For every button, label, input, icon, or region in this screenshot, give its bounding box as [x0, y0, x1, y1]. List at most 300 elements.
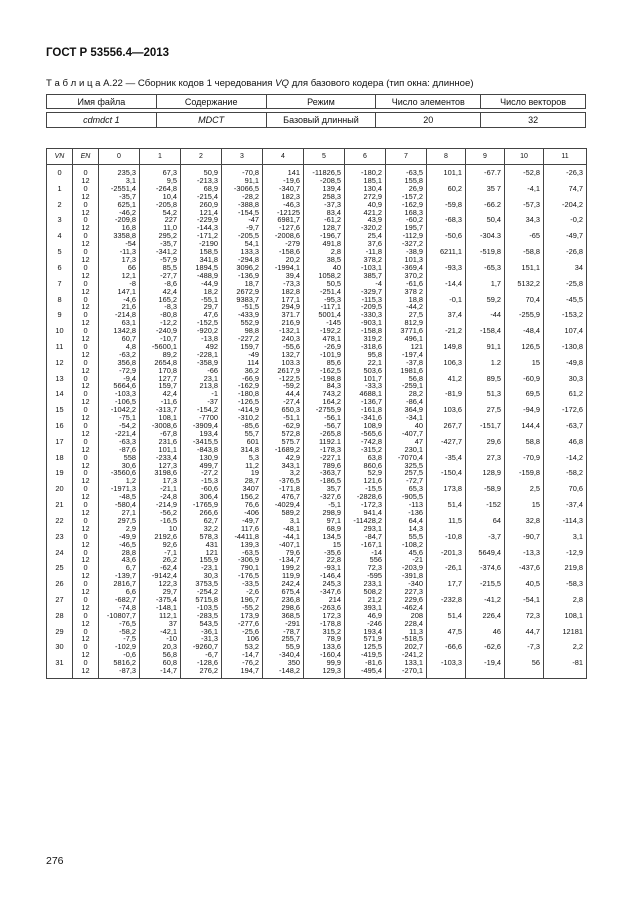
- value-cell: 141: [263, 165, 304, 177]
- standard-header: ГОСТ Р 53556.4—2013: [46, 47, 170, 59]
- value-cell: -186,5: [304, 477, 345, 485]
- value-cell: [466, 462, 505, 470]
- vn-cell: 13: [47, 375, 73, 383]
- en-cell: 12: [73, 414, 99, 422]
- value-cell: -36,1: [181, 628, 222, 636]
- value-cell: [505, 414, 544, 422]
- vn-cell: [47, 177, 73, 185]
- en-cell: 12: [73, 177, 99, 185]
- value-cell: 306,4: [181, 493, 222, 501]
- value-cell: 589,2: [263, 509, 304, 517]
- column-header: 3: [222, 149, 263, 165]
- value-cell: [505, 635, 544, 643]
- value-cell: 227,3: [386, 588, 427, 596]
- page-number: 276: [46, 855, 64, 867]
- value-cell: 158,5: [181, 248, 222, 256]
- value-cell: -48,4: [505, 327, 544, 335]
- info-header-cell: Режим: [266, 95, 376, 109]
- info-value-cell: 20: [376, 113, 481, 128]
- vn-cell: 24: [47, 549, 73, 557]
- value-cell: -146,4: [304, 572, 345, 580]
- value-cell: 233,1: [345, 580, 386, 588]
- value-cell: [427, 620, 466, 628]
- value-cell: -265,8: [304, 430, 345, 438]
- vn-cell: 26: [47, 580, 73, 588]
- table-row: [47, 667, 587, 678]
- value-cell: -2828,6: [345, 493, 386, 501]
- value-cell: -24,8: [140, 493, 181, 501]
- value-cell: -66: [181, 367, 222, 375]
- value-cell: -221,4: [99, 430, 140, 438]
- value-cell: [505, 620, 544, 628]
- table-row: [47, 311, 587, 319]
- value-cell: 496,1: [386, 335, 427, 343]
- info-value-row: [47, 113, 586, 128]
- value-cell: 42,9: [263, 454, 304, 462]
- value-cell: -58,2: [99, 628, 140, 636]
- vn-cell: [47, 288, 73, 296]
- value-cell: 17,3: [140, 477, 181, 485]
- en-cell: 0: [73, 438, 99, 446]
- value-cell: [466, 651, 505, 659]
- en-cell: 12: [73, 604, 99, 612]
- value-cell: 6981,7: [263, 216, 304, 224]
- value-cell: -198,8: [304, 375, 345, 383]
- en-cell: 12: [73, 446, 99, 454]
- value-cell: -205,8: [140, 201, 181, 209]
- value-cell: -58,2: [544, 469, 587, 477]
- value-cell: 356,8: [99, 359, 140, 367]
- value-cell: -23,1: [181, 564, 222, 572]
- value-cell: 2,5: [505, 485, 544, 493]
- value-cell: [544, 430, 587, 438]
- value-cell: -270,1: [386, 667, 427, 678]
- value-cell: -4,6: [99, 296, 140, 304]
- value-cell: 43,9: [345, 216, 386, 224]
- value-cell: 47: [386, 438, 427, 446]
- vn-cell: [47, 525, 73, 533]
- table-row: [47, 296, 587, 304]
- value-cell: 229,6: [386, 596, 427, 604]
- value-cell: [505, 335, 544, 343]
- value-cell: 298,9: [304, 509, 345, 517]
- value-cell: -254,2: [181, 588, 222, 596]
- value-cell: -0,6: [99, 651, 140, 659]
- value-cell: -152: [466, 501, 505, 509]
- value-cell: 106: [222, 635, 263, 643]
- value-cell: -279: [263, 240, 304, 248]
- value-cell: 18,7: [222, 280, 263, 288]
- info-value-cell: cdmdct 1: [47, 113, 157, 128]
- vn-cell: 11: [47, 343, 73, 351]
- value-cell: -204,2: [544, 201, 587, 209]
- value-cell: 32,2: [181, 525, 222, 533]
- value-cell: 30,6: [99, 462, 140, 470]
- value-cell: -35,7: [99, 193, 140, 201]
- value-cell: 297,5: [99, 517, 140, 525]
- value-cell: -28,2: [222, 193, 263, 201]
- value-cell: 54,1: [222, 240, 263, 248]
- value-cell: -76,5: [99, 620, 140, 628]
- vn-cell: 19: [47, 469, 73, 477]
- value-cell: [427, 351, 466, 359]
- value-cell: -57,9: [140, 256, 181, 264]
- value-cell: 130,9: [181, 454, 222, 462]
- value-cell: 11,2: [222, 462, 263, 470]
- en-cell: 0: [73, 280, 99, 288]
- value-cell: [544, 272, 587, 280]
- value-cell: 5816,2: [99, 659, 140, 667]
- value-cell: 127,3: [140, 462, 181, 470]
- value-cell: 15: [505, 501, 544, 509]
- value-cell: -419,5: [345, 651, 386, 659]
- value-cell: 40,9: [345, 201, 386, 209]
- value-cell: 70,6: [544, 485, 587, 493]
- value-cell: -60,9: [505, 375, 544, 383]
- value-cell: 257,5: [386, 469, 427, 477]
- en-cell: 12: [73, 493, 99, 501]
- value-cell: -341,2: [140, 248, 181, 256]
- vn-cell: [47, 667, 73, 678]
- value-cell: 23,1: [181, 375, 222, 383]
- value-cell: 29,7: [140, 588, 181, 596]
- value-cell: 133,6: [304, 643, 345, 651]
- value-cell: 56: [505, 659, 544, 667]
- vn-cell: [47, 367, 73, 375]
- value-cell: -13,8: [181, 335, 222, 343]
- vn-cell: 9: [47, 311, 73, 319]
- value-cell: 860,6: [345, 462, 386, 470]
- value-cell: 74,7: [544, 185, 587, 193]
- value-cell: -374,6: [466, 564, 505, 572]
- value-cell: -154,5: [222, 209, 263, 217]
- table-row: [47, 509, 587, 517]
- value-cell: -21: [386, 556, 427, 564]
- table-row: [47, 201, 587, 209]
- value-cell: -10: [140, 635, 181, 643]
- value-cell: -0,1: [427, 296, 466, 304]
- value-cell: 571,9: [345, 635, 386, 643]
- value-cell: -44,2: [386, 303, 427, 311]
- value-cell: -38,9: [386, 248, 427, 256]
- vn-cell: [47, 556, 73, 564]
- value-cell: 117,6: [222, 525, 263, 533]
- value-cell: 319,2: [345, 335, 386, 343]
- table-row: [47, 390, 587, 398]
- value-cell: [427, 556, 466, 564]
- value-cell: 65,3: [386, 485, 427, 493]
- value-cell: -12125: [263, 209, 304, 217]
- value-cell: -229,9: [181, 216, 222, 224]
- value-cell: -59,8: [427, 201, 466, 209]
- value-cell: 40,5: [505, 580, 544, 588]
- value-cell: [427, 509, 466, 517]
- value-cell: 60,2: [427, 185, 466, 193]
- value-cell: 67,3: [140, 165, 181, 177]
- value-cell: -1994,1: [263, 264, 304, 272]
- value-cell: 371.7: [263, 311, 304, 319]
- value-cell: -903,1: [345, 319, 386, 327]
- value-cell: 6,6: [99, 588, 140, 596]
- value-cell: [466, 335, 505, 343]
- value-cell: [427, 525, 466, 533]
- value-cell: [427, 367, 466, 375]
- en-cell: 12: [73, 335, 99, 343]
- value-cell: 28,8: [99, 549, 140, 557]
- value-cell: -19,4: [466, 659, 505, 667]
- value-cell: 789,6: [304, 462, 345, 470]
- value-cell: [466, 209, 505, 217]
- value-cell: 258,3: [304, 193, 345, 201]
- table-row: [47, 635, 587, 643]
- value-cell: 34,3: [505, 216, 544, 224]
- value-cell: -87,3: [99, 667, 140, 678]
- value-cell: -49,9: [99, 533, 140, 541]
- en-cell: 0: [73, 628, 99, 636]
- value-cell: -37,3: [304, 201, 345, 209]
- value-cell: -148,2: [263, 667, 304, 678]
- value-cell: 97,1: [304, 517, 345, 525]
- value-cell: 236,8: [263, 596, 304, 604]
- value-cell: -63,7: [544, 422, 587, 430]
- vn-cell: 4: [47, 232, 73, 240]
- value-cell: -215,4: [181, 193, 222, 201]
- value-cell: 173,8: [427, 485, 466, 493]
- value-cell: -102,9: [99, 643, 140, 651]
- value-cell: 315,2: [304, 628, 345, 636]
- value-cell: [427, 493, 466, 501]
- value-cell: -11826,5: [304, 165, 345, 177]
- value-cell: -68,3: [427, 216, 466, 224]
- vn-cell: [47, 541, 73, 549]
- value-cell: 168,3: [386, 209, 427, 217]
- value-cell: -59,2: [263, 382, 304, 390]
- value-cell: -251,4: [304, 288, 345, 296]
- column-header: 9: [466, 149, 505, 165]
- value-cell: 193,4: [345, 628, 386, 636]
- caption-italic: VQ: [275, 78, 290, 89]
- value-cell: 101,1: [140, 446, 181, 454]
- value-cell: -46,5: [99, 541, 140, 549]
- en-cell: 12: [73, 209, 99, 217]
- value-cell: [505, 319, 544, 327]
- vn-cell: 8: [47, 296, 73, 304]
- vn-cell: [47, 430, 73, 438]
- value-cell: [544, 335, 587, 343]
- en-cell: 12: [73, 224, 99, 232]
- value-cell: -1: [181, 390, 222, 398]
- vn-cell: [47, 209, 73, 217]
- vn-cell: 12: [47, 359, 73, 367]
- value-cell: 194,7: [222, 667, 263, 678]
- value-cell: -61,6: [386, 280, 427, 288]
- value-cell: -407,1: [263, 541, 304, 549]
- value-cell: -313,7: [140, 406, 181, 414]
- table-row: [47, 469, 587, 477]
- value-cell: -46,2: [99, 209, 140, 217]
- value-cell: [427, 398, 466, 406]
- value-cell: -108,2: [386, 541, 427, 549]
- value-cell: 3198,6: [140, 469, 181, 477]
- value-cell: 199,2: [263, 564, 304, 572]
- table-row: [47, 232, 587, 240]
- value-cell: 98,8: [222, 327, 263, 335]
- value-cell: 812,9: [386, 319, 427, 327]
- value-cell: 15: [505, 359, 544, 367]
- value-cell: -340: [386, 580, 427, 588]
- value-cell: -209,5: [345, 303, 386, 311]
- value-cell: -209,8: [99, 216, 140, 224]
- value-cell: -62,9: [263, 422, 304, 430]
- table-row: [47, 604, 587, 612]
- value-cell: -25,8: [544, 280, 587, 288]
- value-cell: -80,8: [140, 311, 181, 319]
- caption-text-before: — Сборник кодов 1 чередования: [125, 78, 273, 89]
- value-cell: 350: [263, 659, 304, 667]
- value-cell: -320,2: [345, 224, 386, 232]
- value-cell: 790,1: [222, 564, 263, 572]
- caption-text-after: для базового кодера (тип окна: длинное): [291, 78, 474, 89]
- value-cell: [427, 635, 466, 643]
- value-cell: -3008,6: [140, 422, 181, 430]
- table-row: [47, 612, 587, 620]
- value-cell: 46: [466, 628, 505, 636]
- value-cell: 2617,9: [263, 367, 304, 375]
- vn-cell: [47, 256, 73, 264]
- value-cell: 37,6: [345, 240, 386, 248]
- value-cell: 298,6: [263, 604, 304, 612]
- value-cell: -347,6: [304, 588, 345, 596]
- value-cell: [427, 272, 466, 280]
- value-cell: 22,1: [345, 359, 386, 367]
- value-cell: 44,4: [263, 390, 304, 398]
- value-cell: -62,4: [140, 564, 181, 572]
- value-cell: 213,8: [181, 382, 222, 390]
- value-cell: 53,2: [222, 643, 263, 651]
- value-cell: -63,5: [222, 549, 263, 557]
- value-cell: [427, 288, 466, 296]
- value-cell: -406: [222, 509, 263, 517]
- value-cell: 63,1: [99, 319, 140, 327]
- value-cell: -201,3: [427, 549, 466, 557]
- value-cell: 55,9: [263, 643, 304, 651]
- value-cell: [505, 193, 544, 201]
- value-cell: 17,7: [427, 580, 466, 588]
- codebook-table: [46, 148, 587, 679]
- value-cell: -103,3: [427, 659, 466, 667]
- value-cell: -74,8: [99, 604, 140, 612]
- vn-cell: [47, 446, 73, 454]
- value-cell: -81,6: [345, 659, 386, 667]
- value-cell: -172,3: [345, 501, 386, 509]
- en-cell: 0: [73, 201, 99, 209]
- table-row: [47, 525, 587, 533]
- table-row: [47, 438, 587, 446]
- value-cell: -388,8: [222, 201, 263, 209]
- vn-cell: 3: [47, 216, 73, 224]
- value-cell: 108,1: [140, 414, 181, 422]
- value-cell: 378 2: [386, 288, 427, 296]
- value-cell: 30,3: [181, 572, 222, 580]
- value-cell: -54,1: [505, 596, 544, 604]
- value-cell: -9,7: [222, 224, 263, 232]
- value-cell: 294,9: [263, 303, 304, 311]
- value-cell: -283,5: [181, 612, 222, 620]
- value-cell: -255,9: [505, 311, 544, 319]
- vn-cell: [47, 303, 73, 311]
- value-cell: 572,8: [263, 430, 304, 438]
- value-cell: -128,6: [181, 659, 222, 667]
- value-cell: 19: [222, 469, 263, 477]
- value-cell: 95,8: [345, 351, 386, 359]
- value-cell: -145: [304, 319, 345, 327]
- value-cell: 121,4: [181, 209, 222, 217]
- en-cell: 0: [73, 185, 99, 193]
- vn-cell: [47, 620, 73, 628]
- value-cell: -327,2: [386, 240, 427, 248]
- value-cell: -58,3: [544, 580, 587, 588]
- value-cell: [505, 493, 544, 501]
- value-cell: [544, 588, 587, 596]
- value-cell: 45,6: [386, 549, 427, 557]
- value-cell: [466, 525, 505, 533]
- value-cell: 558: [99, 454, 140, 462]
- value-cell: -113: [386, 501, 427, 509]
- value-cell: 103,6: [427, 406, 466, 414]
- value-cell: -213,3: [181, 177, 222, 185]
- value-cell: 272,9: [345, 193, 386, 201]
- table-row: [47, 272, 587, 280]
- value-cell: 4688,1: [345, 390, 386, 398]
- table-row: [47, 240, 587, 248]
- value-cell: -341,6: [345, 414, 386, 422]
- value-cell: 177,1: [263, 296, 304, 304]
- value-cell: -518,5: [386, 635, 427, 643]
- value-cell: [427, 240, 466, 248]
- value-cell: -157,2: [386, 193, 427, 201]
- table-row: [47, 209, 587, 217]
- value-cell: 89,5: [466, 375, 505, 383]
- value-cell: [544, 177, 587, 185]
- en-cell: 0: [73, 517, 99, 525]
- value-cell: 107,4: [544, 327, 587, 335]
- value-cell: [505, 272, 544, 280]
- value-cell: 11,5: [427, 517, 466, 525]
- value-cell: -263,6: [304, 604, 345, 612]
- value-cell: [427, 651, 466, 659]
- vn-cell: 7: [47, 280, 73, 288]
- value-cell: -519,8: [466, 248, 505, 256]
- value-cell: -228,1: [181, 351, 222, 359]
- value-cell: -214,9: [140, 501, 181, 509]
- en-cell: 12: [73, 256, 99, 264]
- value-cell: -15,3: [181, 477, 222, 485]
- value-cell: -427,7: [427, 438, 466, 446]
- table-row: [47, 280, 587, 288]
- value-cell: -340,4: [263, 651, 304, 659]
- value-cell: 91,1: [466, 343, 505, 351]
- value-cell: -130,8: [544, 343, 587, 351]
- column-header: 6: [345, 149, 386, 165]
- en-cell: 0: [73, 533, 99, 541]
- value-cell: 61,2: [544, 390, 587, 398]
- vn-cell: [47, 272, 73, 280]
- table-row: [47, 248, 587, 256]
- value-cell: -2190: [181, 240, 222, 248]
- value-cell: 27,3: [466, 454, 505, 462]
- en-cell: 0: [73, 406, 99, 414]
- value-cell: -304.3: [466, 232, 505, 240]
